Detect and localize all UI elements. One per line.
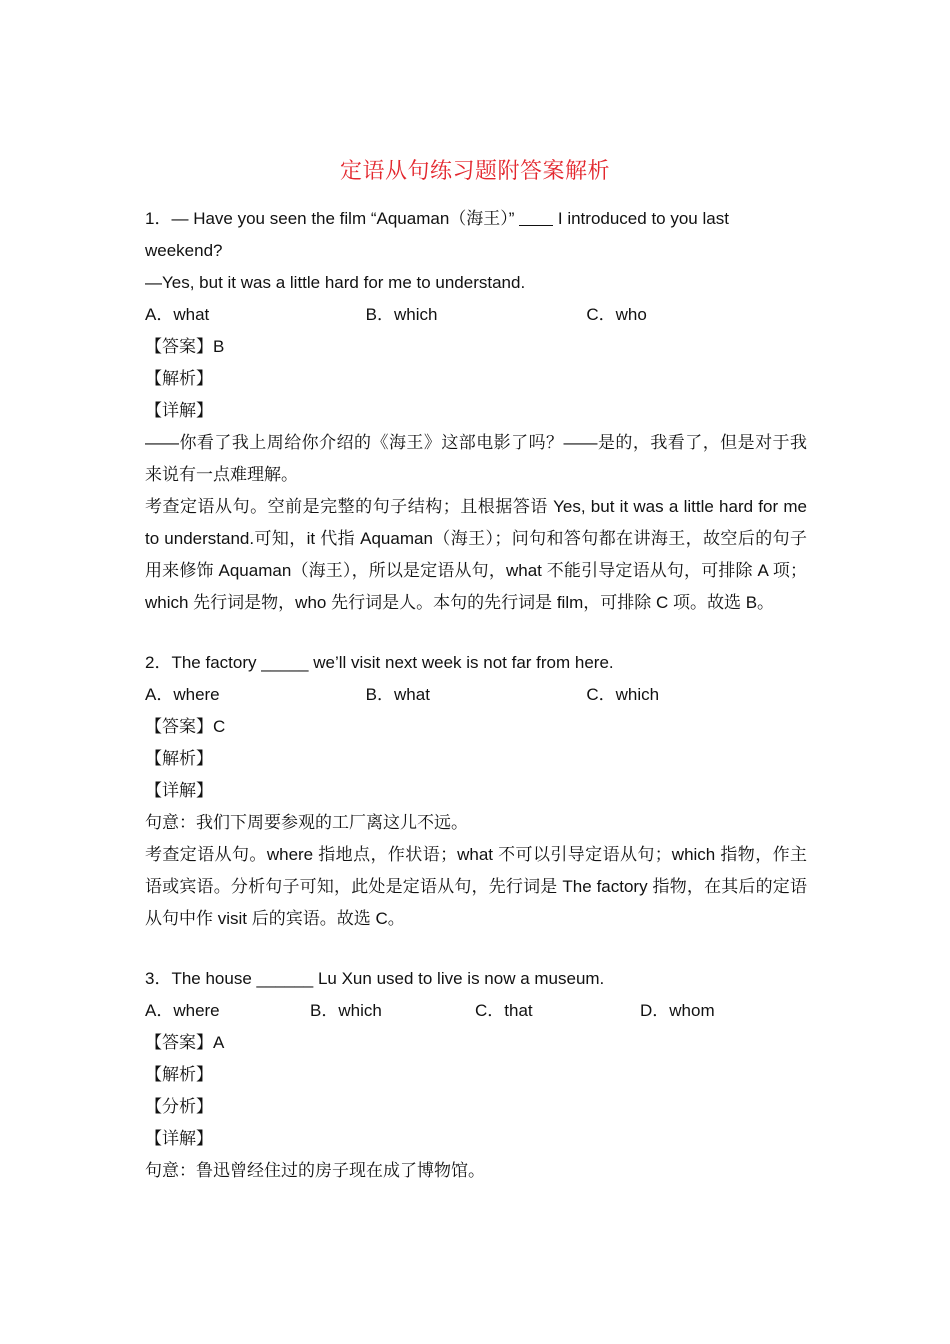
- option-a: A．what: [145, 305, 210, 324]
- answer-label: 【答案】B: [145, 337, 225, 356]
- question-3: [145, 963, 807, 1187]
- answer-blank: [519, 207, 553, 226]
- detail-label: 【详解】: [145, 1129, 213, 1148]
- question-number: 1．: [145, 209, 172, 228]
- option-c: C．that: [475, 1001, 533, 1020]
- detail-label: 【详解】: [145, 401, 213, 420]
- document-body: [145, 203, 807, 1187]
- question-2-options: [145, 679, 807, 711]
- answer-label: 【答案】A: [145, 1033, 225, 1052]
- question-3-options: [145, 995, 807, 1027]
- option-b: B．what: [365, 685, 430, 704]
- option-a: A．where: [145, 1001, 220, 1020]
- question-2: [145, 647, 807, 935]
- breakdown-label: 【分析】: [145, 1097, 213, 1116]
- question-1-options: [145, 299, 807, 331]
- analysis-label: 【解析】: [145, 749, 213, 768]
- question-3-stem: 3．The house ______ Lu Xun used to live is now a museum.: [145, 969, 605, 988]
- question-1-stem-cont: weekend?: [145, 241, 223, 260]
- question-1-reply: —Yes, but it was a little hard for me to understand.: [145, 273, 526, 292]
- translation-text: 句意：我们下周要参观的工厂离这儿不远。: [145, 813, 468, 832]
- option-b: B．which: [365, 305, 438, 324]
- analysis-label: 【解析】: [145, 369, 213, 388]
- question-2-stem: 2．The factory _____ we’ll visit next week is not far from here.: [145, 653, 614, 672]
- question-1: [145, 203, 807, 619]
- spacer: [145, 935, 807, 963]
- translation-text: ——你看了我上周给你介绍的《海王》这部电影了吗？——是的，我看了，但是对于我来说有一点难理解。: [145, 433, 807, 484]
- spacer: [145, 619, 807, 647]
- question-text-cont: I introduced to you last: [553, 209, 729, 228]
- question-text: — Have you seen the film “Aquaman（海王）”: [171, 209, 520, 228]
- analysis-label: 【解析】: [145, 1065, 213, 1084]
- explanation-text: 考查定语从句。where 指地点，作状语；what 不可以引导定语从句；which 指物，作主语或宾语。分析句子可知，此处是定语从句，先行词是 The factory 指物，在其后的定语从句中作 visit 后的宾语。故选 C。: [145, 845, 807, 928]
- option-d: D．whom: [640, 1001, 715, 1020]
- answer-label: 【答案】C: [145, 717, 226, 736]
- page-title: 定语从句练习题附答案解析: [339, 159, 610, 184]
- option-a: A．where: [145, 685, 220, 704]
- explanation-text: 考查定语从句。空前是完整的句子结构；且根据答语 Yes, but it was a little hard for me to understand.可知，it 代指 Aquaman（海王）；问句和答句都在讲海王，故空后的句子用来修饰 Aquaman（海王），所以是定语从句，what 不能引导定语从句，可排除 A 项；which 先行词是物，who 先行词是人。本句的先行词是 film，可排除 C 项。故选 B。: [145, 497, 807, 612]
- translation-text: 句意：鲁迅曾经住过的房子现在成了博物馆。: [145, 1161, 485, 1180]
- option-c: C．who: [586, 305, 647, 324]
- detail-label: 【详解】: [145, 781, 213, 800]
- question-1-stem: [145, 203, 807, 235]
- option-c: C．which: [586, 685, 660, 704]
- option-b: B．which: [310, 1001, 382, 1020]
